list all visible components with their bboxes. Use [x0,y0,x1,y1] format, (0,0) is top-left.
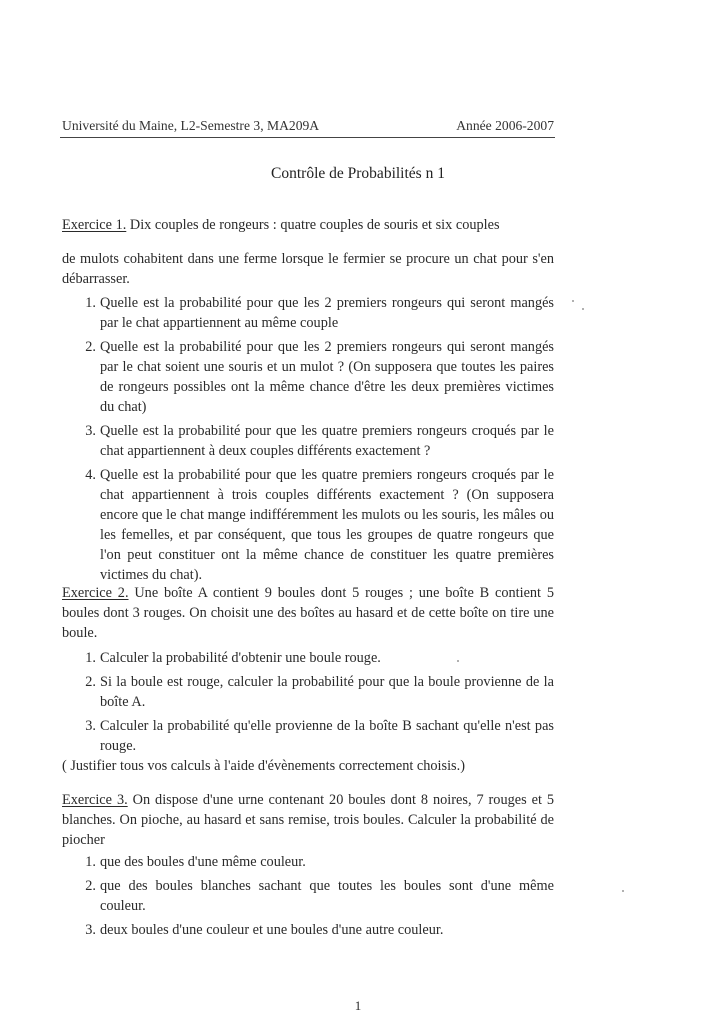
question-number: 2. [85,339,96,355]
exercise-2-note: ( Justifier tous vos calculs à l'aide d'évènements correctement choisis.) [62,758,465,774]
question-number: 3. [85,423,96,439]
question-number: 1. [85,295,96,311]
question-text: Quelle est la probabilité pour que les quatre premiers rongeurs croqués par le chat appartiennent à deux couples différents exactement ? [100,423,554,459]
exercise-1-label: Exercice 1. [62,217,127,233]
question-item [76,876,554,916]
header-rule [60,137,555,138]
question-item [76,293,554,333]
header-institution: Université du Maine, L2-Semestre 3, MA209A [62,118,320,133]
question-item [76,421,554,461]
exercise-1-intro-rest: de mulots cohabitent dans une ferme lorsque le fermier se procure un chat pour s'en débarrasser. [62,251,554,287]
scan-speck [572,300,574,302]
exercise-1-intro-line1 [62,215,554,235]
exercise-3-intro [62,790,554,850]
question-text: Quelle est la probabilité pour que les 2 premiers rongeurs qui seront mangés par le chat appartiennent au même couple [100,295,554,331]
document-title: Contrôle de Probabilités n 1 [271,165,445,182]
question-item [76,465,554,585]
exercise-1-questions [76,293,554,589]
question-text: deux boules d'une couleur et une boules d'une autre couleur. [100,922,444,938]
scan-speck [582,308,584,310]
question-number: 3. [85,718,96,734]
question-text: que des boules blanches sachant que toutes les boules sont d'une même couleur. [100,878,554,914]
question-text: Quelle est la probabilité pour que les quatre premiers rongeurs croqués par le chat appartiennent à trois couples différents exactement ? (On supposera encore que le chat mange indifféremment les mulots ou les souris, les mâles ou les femelles, et par conséquent, que tous les groupes de quatre rongeurs que l'on peut constituer ont la même chance de constituer les quatre premières victimes du chat). [100,467,554,583]
exercise-2-questions [76,648,554,760]
exercise-3-questions [76,852,554,944]
header-year: Année 2006-2007 [456,118,554,133]
question-text: Calculer la probabilité qu'elle provienne de la boîte B sachant qu'elle n'est pas rouge. [100,718,554,754]
exercise-2-label: Exercice 2. [62,585,129,601]
exercise-3-intro-text: On dispose d'une urne contenant 20 boules dont 8 noires, 7 rouges et 5 blanches. On pioche, au hasard et sans remise, trois boules. Calculer la probabilité de piocher [62,792,555,848]
scan-speck [457,660,459,662]
question-item [76,337,554,417]
question-number: 3. [85,922,96,938]
question-item [76,852,554,872]
question-number: 1. [85,854,96,870]
exercise-2-intro [62,583,554,643]
question-item [76,716,554,756]
exercise-2-intro-text: Une boîte A contient 9 boules dont 5 rouges ; une boîte B contient 5 boules dont 3 rouges. On choisit une des boîtes au hasard et de cette boîte on tire une boule. [62,585,554,641]
question-item [76,672,554,712]
scan-speck [622,890,624,892]
question-text: Calculer la probabilité d'obtenir une boule rouge. [100,650,381,666]
exercise-1-intro-text: Dix couples de rongeurs : quatre couples de souris et six couples [129,217,500,233]
page-number: 1 [354,998,362,1013]
question-number: 2. [85,878,96,894]
question-number: 4. [85,467,96,483]
question-number: 2. [85,674,96,690]
question-item [76,648,554,668]
question-item [76,920,554,940]
question-text: que des boules d'une même couleur. [100,854,306,870]
question-number: 1. [85,650,96,666]
question-text: Quelle est la probabilité pour que les 2 premiers rongeurs qui seront mangés par le chat soient une souris et un mulot ? (On supposera que toutes les paires de rongeurs possibles ont la même chance d'être les deux premières victimes du chat) [100,339,554,415]
question-text: Si la boule est rouge, calculer la probabilité pour que la boule provienne de la boîte A. [100,674,554,710]
exercise-3-label: Exercice 3. [62,792,128,808]
page-header [62,118,554,136]
